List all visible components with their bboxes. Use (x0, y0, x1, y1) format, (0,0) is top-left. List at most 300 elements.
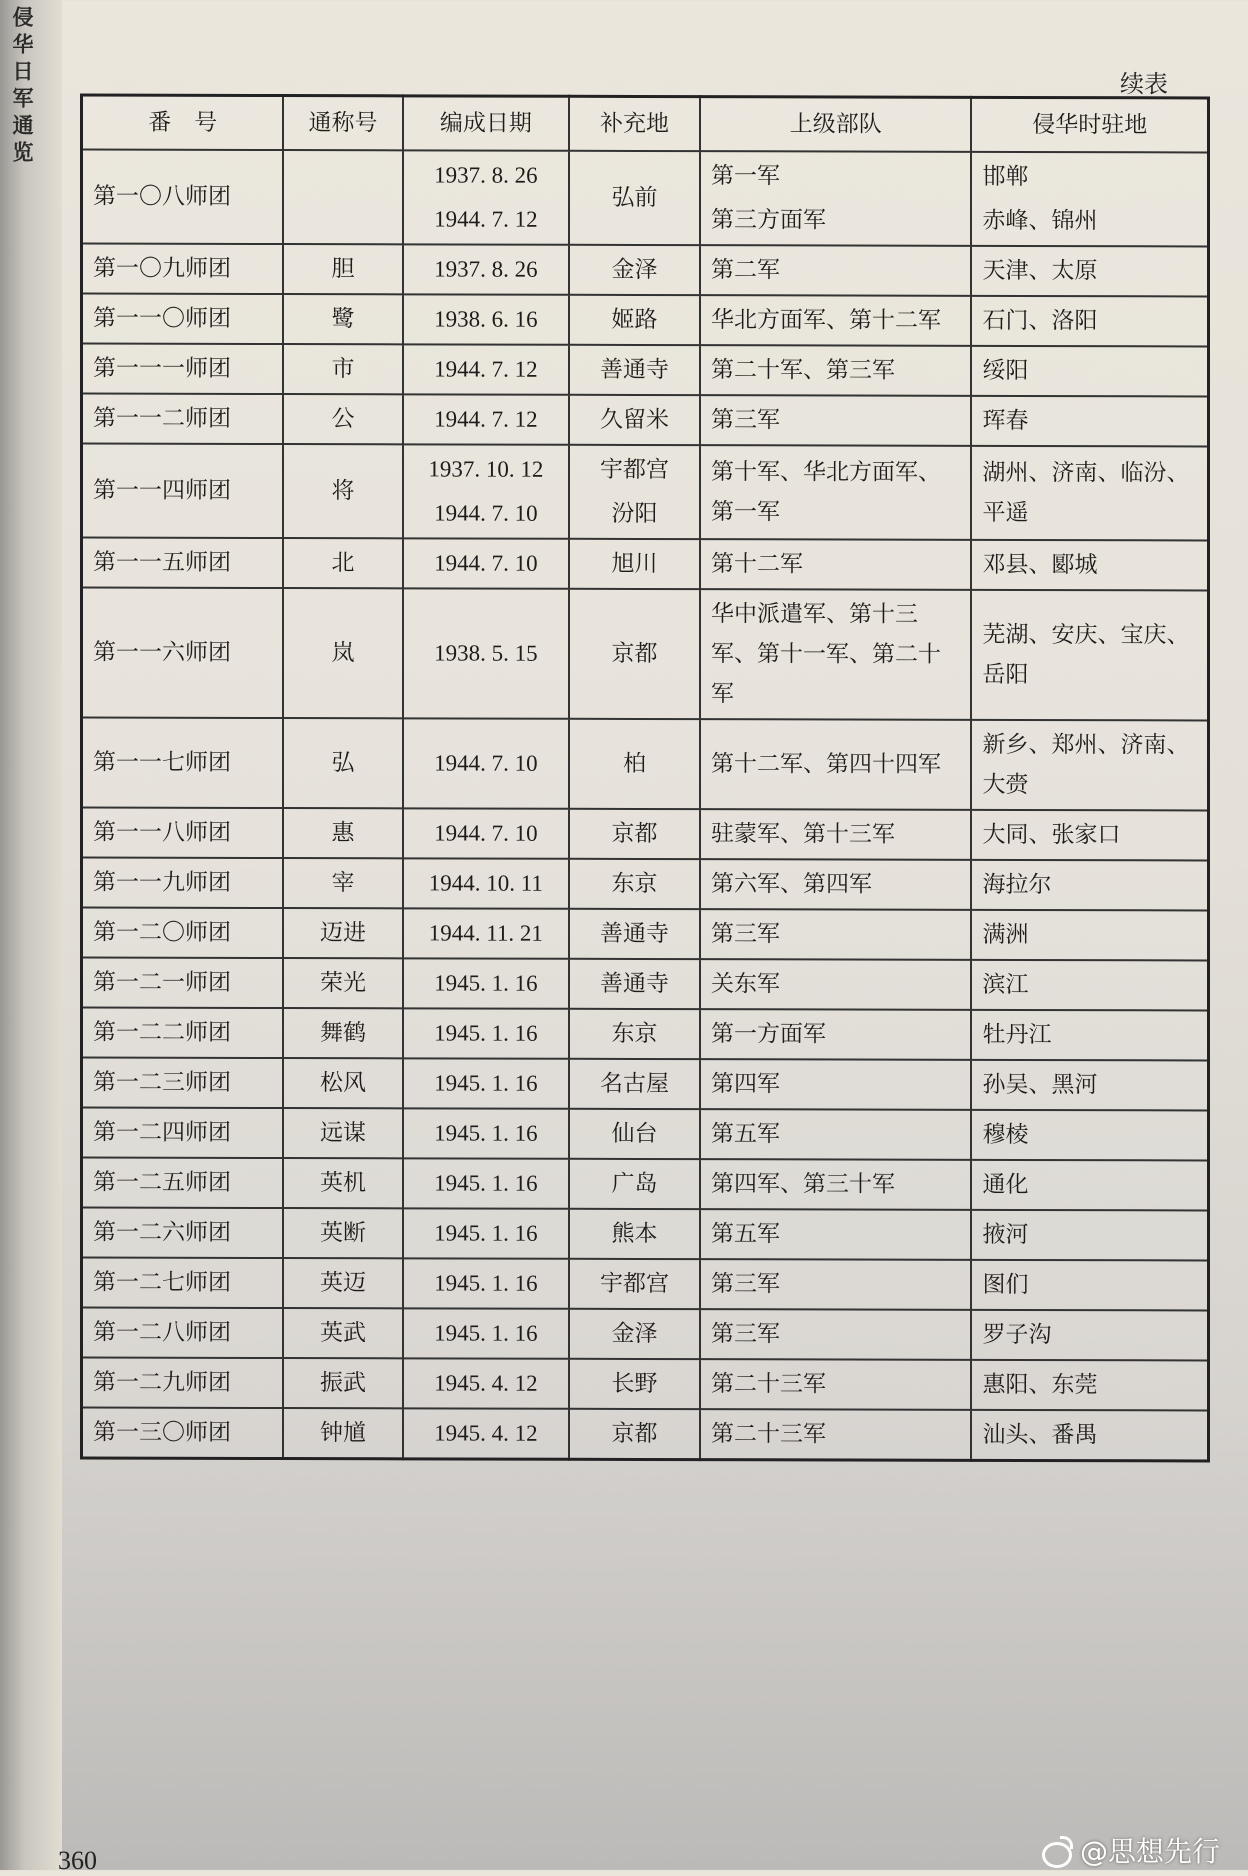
cell-depot (569, 245, 700, 295)
cell-station (971, 346, 1208, 397)
cell-parent-unit (700, 151, 972, 246)
cell-depot-list (580, 1314, 689, 1354)
cell-formation-date-list (414, 1313, 558, 1353)
table-row (82, 344, 1209, 397)
cell-station-value: 芜湖、安庆、宝庆、岳阳 (982, 621, 1190, 689)
cell-parent-unit-list (711, 544, 961, 585)
cell-parent-unit-list (711, 1314, 961, 1355)
cell-depot-list (580, 1014, 689, 1054)
cell-parent-unit-list (711, 1264, 961, 1305)
continuation-label: 续表 (1120, 70, 1168, 98)
cell-station (971, 810, 1208, 861)
cell-designation: 第一二〇师团 (82, 908, 284, 959)
cell-parent-unit (700, 589, 972, 720)
cell-formation-date-value: 1945. 1. 16 (434, 1120, 538, 1146)
cell-code-name: 英武 (283, 1308, 402, 1358)
cell-station-list (982, 453, 1197, 534)
cell-code-name: 远谋 (283, 1108, 402, 1158)
cell-depot (569, 1209, 700, 1259)
cell-parent-unit-list (711, 400, 961, 441)
cell-formation-date (403, 1208, 569, 1258)
cell-depot-list (580, 914, 689, 954)
cell-station-value: 滨江 (982, 971, 1029, 999)
cell-depot-value: 善通寺 (599, 970, 669, 998)
cell-parent-unit-list (711, 1064, 961, 1105)
cell-designation: 第一二七师团 (82, 1258, 284, 1309)
cell-station-value: 大同、张家口 (982, 821, 1121, 849)
cell-station (971, 860, 1208, 911)
table-row (82, 1408, 1209, 1461)
cell-formation-date (403, 244, 569, 294)
cell-depot-list (580, 1364, 689, 1404)
cell-depot (569, 589, 700, 719)
table-row (82, 958, 1209, 1011)
cell-parent-unit (700, 1309, 972, 1360)
table-row (82, 1158, 1209, 1211)
cell-parent-unit-value: 第三军 (710, 407, 780, 434)
cell-station-list (982, 351, 1197, 392)
table-row (82, 538, 1209, 591)
cell-parent-unit-value: 第四军、第三十军 (710, 1171, 895, 1198)
cell-formation-date-list (414, 633, 558, 673)
cell-formation-date (403, 1308, 569, 1358)
cell-depot-value: 善通寺 (599, 356, 669, 384)
division-table (80, 94, 1210, 1463)
cell-depot-list (580, 744, 689, 784)
cell-formation-date-value: 1944. 11. 21 (428, 920, 543, 946)
cell-parent-unit-list (711, 864, 961, 905)
cell-parent-unit (700, 1209, 972, 1260)
header-code-name: 通称号 (283, 96, 402, 151)
cell-depot-value: 京都 (611, 640, 658, 668)
table-row (82, 1208, 1209, 1261)
cell-designation: 第一一五师团 (82, 538, 284, 589)
page-number: 360 (58, 1846, 97, 1875)
table-row (82, 1108, 1209, 1161)
cell-formation-date-value: 1945. 1. 16 (434, 1320, 538, 1346)
cell-depot (569, 1309, 700, 1359)
cell-parent-unit (700, 1359, 972, 1410)
cell-station (971, 720, 1208, 811)
cell-code-name: 松风 (283, 1058, 402, 1108)
cell-station (971, 540, 1208, 591)
cell-designation: 第一二二师团 (82, 1008, 284, 1059)
cell-code-name: 英机 (283, 1158, 402, 1208)
cell-parent-unit (700, 295, 972, 346)
cell-depot-list (580, 1164, 689, 1204)
cell-parent-unit-list (711, 914, 961, 955)
cell-station-list (982, 1165, 1197, 1206)
cell-depot (569, 445, 700, 539)
cell-station-list (982, 1415, 1197, 1456)
cell-parent-unit-value: 第三军 (710, 1321, 780, 1348)
cell-station-value: 汕头、番禺 (982, 1421, 1098, 1449)
cell-parent-unit-list (711, 1014, 961, 1055)
cell-designation: 第一一九师团 (82, 858, 284, 909)
cell-formation-date (403, 1058, 569, 1108)
cell-designation: 第一二八师团 (82, 1308, 284, 1359)
cell-depot-value: 久留米 (599, 406, 669, 434)
cell-designation: 第一一四师团 (82, 444, 284, 539)
cell-station-value: 海拉尔 (982, 871, 1052, 899)
cell-station (971, 910, 1208, 961)
cell-formation-date-list (414, 1263, 558, 1303)
header-depot: 补充地 (569, 96, 700, 151)
cell-designation: 第一一二师团 (82, 394, 284, 445)
cell-station-value: 赤峰、锦州 (982, 207, 1098, 235)
cell-depot-value: 金泽 (611, 1320, 658, 1348)
cell-depot-value: 广岛 (611, 1170, 658, 1198)
table-row (82, 1358, 1209, 1411)
cell-depot-list (580, 814, 689, 854)
cell-formation-date-list (414, 913, 558, 953)
cell-depot (569, 1359, 700, 1409)
cell-parent-unit-value: 第十军、华北方面军、第一军 (710, 459, 941, 526)
cell-formation-date (403, 394, 569, 444)
cell-depot-value: 善通寺 (599, 920, 669, 948)
header-formation-date: 编成日期 (403, 96, 569, 151)
cell-formation-date-list (414, 543, 558, 583)
header-station: 侵华时驻地 (971, 97, 1208, 152)
cell-parent-unit (700, 719, 972, 810)
cell-station-value: 通化 (982, 1171, 1029, 1199)
cell-depot (569, 395, 700, 445)
cell-depot-list (580, 1114, 689, 1154)
cell-station-list (982, 251, 1197, 292)
cell-depot-value: 旭川 (611, 550, 658, 578)
cell-depot-list (580, 964, 689, 1004)
cell-code-name: 胆 (283, 244, 402, 294)
cell-formation-date-value: 1938. 6. 16 (434, 306, 538, 332)
cell-formation-date-value: 1937. 8. 26 (434, 162, 538, 188)
cell-station-value: 孙吴、黑河 (982, 1071, 1098, 1099)
cell-parent-unit-value: 第四军 (710, 1071, 780, 1098)
table-row (82, 394, 1209, 447)
table-row (82, 150, 1209, 247)
cell-station-value: 新乡、郑州、济南、大赍 (982, 731, 1190, 799)
cell-formation-date (403, 718, 569, 808)
cell-station (971, 296, 1208, 347)
cell-station-value: 邓县、郾城 (982, 551, 1098, 579)
cell-formation-date-value: 1944. 7. 12 (434, 406, 538, 432)
cell-designation: 第一二五师团 (82, 1158, 284, 1209)
cell-formation-date-value: 1937. 8. 26 (434, 256, 538, 282)
cell-code-name: 迈进 (283, 908, 402, 958)
cell-depot-value: 宇都宫 (599, 1270, 669, 1298)
cell-depot-list (580, 1414, 689, 1454)
cell-formation-date-value: 1937. 10. 12 (428, 456, 544, 482)
cell-station (971, 1260, 1208, 1311)
cell-station-value: 牡丹江 (982, 1021, 1052, 1049)
cell-formation-date-value: 1945. 4. 12 (434, 1370, 538, 1396)
cell-code-name: 钟馗 (283, 1408, 402, 1459)
cell-parent-unit-list (711, 1414, 961, 1455)
table-row (82, 588, 1209, 721)
cell-station-value: 图们 (982, 1271, 1029, 1299)
cell-designation: 第一一八师团 (82, 808, 284, 859)
cell-designation: 第一一六师团 (82, 588, 284, 719)
cell-station-list (982, 965, 1197, 1006)
cell-station (971, 246, 1208, 297)
cell-depot (569, 1009, 700, 1059)
cell-depot-value: 京都 (611, 820, 658, 848)
cell-code-name: 弘 (283, 718, 402, 808)
table-row (82, 1058, 1209, 1111)
cell-designation: 第一一七师团 (82, 718, 284, 809)
cell-parent-unit-list (711, 1214, 961, 1255)
cell-formation-date-list (414, 1413, 558, 1453)
cell-station (971, 1410, 1208, 1461)
cell-formation-date-value: 1945. 4. 12 (434, 1420, 538, 1446)
cell-depot-list (580, 864, 689, 904)
cell-formation-date (403, 858, 569, 908)
cell-parent-unit-list (711, 300, 961, 341)
cell-station-list (982, 401, 1197, 442)
cell-code-name: 英迈 (283, 1258, 402, 1308)
cell-formation-date-value: 1938. 5. 15 (434, 640, 538, 666)
cell-designation: 第一一〇师团 (82, 294, 284, 345)
cell-station (971, 590, 1208, 721)
cell-station (971, 396, 1208, 447)
cell-formation-date (403, 588, 569, 718)
cell-depot-list (580, 178, 689, 218)
table-row (82, 294, 1209, 347)
table-header-row (82, 95, 1209, 152)
cell-depot-value: 东京 (611, 1020, 658, 1048)
cell-depot-list (580, 634, 689, 674)
cell-station-value: 珲春 (982, 407, 1029, 435)
table-row (82, 908, 1209, 961)
cell-depot-value: 汾阳 (611, 500, 658, 528)
cell-code-name: 宰 (283, 858, 402, 908)
cell-station-value: 湖州、济南、临汾、平遥 (982, 459, 1190, 527)
cell-station (971, 446, 1208, 541)
cell-formation-date-list (414, 1363, 558, 1403)
cell-parent-unit (700, 859, 972, 910)
cell-code-name: 市 (283, 344, 402, 394)
cell-station-list (982, 545, 1197, 586)
table-row (82, 444, 1209, 541)
cell-depot-list (580, 1064, 689, 1104)
cell-designation: 第一〇八师团 (82, 150, 284, 245)
cell-depot (569, 1259, 700, 1309)
cell-station-list (982, 1065, 1197, 1106)
cell-code-name: 惠 (283, 808, 402, 858)
cell-formation-date-value: 1945. 1. 16 (434, 1220, 538, 1246)
cell-parent-unit-value: 驻蒙军、第十三军 (710, 821, 895, 848)
cell-parent-unit (700, 395, 972, 446)
cell-formation-date-list (414, 249, 558, 289)
header-parent-unit: 上级部队 (700, 97, 972, 152)
cell-code-name: 公 (283, 394, 402, 444)
cell-formation-date (403, 908, 569, 958)
cell-code-name: 鹭 (283, 294, 402, 344)
cell-parent-unit-value: 第二十军、第三军 (710, 357, 895, 384)
table-row (82, 858, 1209, 911)
cell-station-list (982, 157, 1197, 242)
cell-code-name: 北 (283, 538, 402, 588)
header-designation: 番 号 (82, 95, 284, 150)
cell-depot (569, 1059, 700, 1109)
cell-code-name (283, 150, 402, 244)
cell-formation-date-value: 1945. 1. 16 (434, 1020, 538, 1046)
cell-formation-date-list (414, 1113, 558, 1153)
cell-code-name: 英断 (283, 1208, 402, 1258)
cell-parent-unit-list (711, 1114, 961, 1155)
watermark-text: @思想先行 (1080, 1835, 1221, 1868)
cell-designation: 第一二六师团 (82, 1208, 284, 1259)
cell-formation-date-value: 1944. 7. 12 (434, 206, 538, 232)
spine-title: 侵华日军通览 (10, 6, 35, 168)
cell-parent-unit (700, 1009, 972, 1060)
cell-station-list (982, 301, 1197, 342)
cell-parent-unit-value: 第五军 (710, 1121, 780, 1148)
cell-parent-unit (700, 245, 972, 296)
cell-depot-value: 长野 (611, 1370, 658, 1398)
cell-station (971, 1360, 1208, 1411)
cell-depot (569, 151, 700, 245)
cell-station-list (982, 725, 1197, 806)
cell-parent-unit-list (711, 814, 961, 855)
table-body (82, 150, 1209, 1461)
cell-formation-date-list (414, 155, 558, 239)
cell-depot-value: 宇都宫 (599, 456, 669, 484)
cell-formation-date (403, 1258, 569, 1308)
cell-code-name: 振武 (283, 1358, 402, 1408)
cell-formation-date (403, 344, 569, 394)
table-row (82, 1008, 1209, 1061)
cell-station-list (982, 1015, 1197, 1056)
cell-depot (569, 295, 700, 345)
cell-parent-unit-value: 关东军 (710, 971, 780, 998)
cell-designation: 第一二一师团 (82, 958, 284, 1009)
cell-parent-unit-list (711, 594, 961, 715)
cell-parent-unit (700, 809, 972, 860)
cell-parent-unit-value: 第三军 (710, 921, 780, 948)
cell-parent-unit-value: 第一方面军 (710, 1021, 826, 1048)
cell-formation-date (403, 808, 569, 858)
cell-parent-unit-value: 第十二军、第四十四军 (710, 751, 941, 778)
cell-depot-list (580, 1214, 689, 1254)
cell-depot-list (580, 450, 689, 534)
cell-parent-unit (700, 1259, 972, 1310)
cell-station-value: 穆棱 (982, 1121, 1029, 1149)
cell-depot-value: 仙台 (611, 1120, 658, 1148)
cell-depot-list (580, 1264, 689, 1304)
cell-station-list (982, 1115, 1197, 1156)
cell-designation: 第一一一师团 (82, 344, 284, 395)
cell-formation-date-list (414, 743, 558, 783)
cell-parent-unit-value: 第五军 (710, 1221, 780, 1248)
cell-parent-unit-list (711, 250, 961, 291)
cell-depot (569, 959, 700, 1009)
cell-parent-unit-value: 第十二军 (710, 551, 803, 578)
cell-parent-unit (700, 1109, 972, 1160)
cell-formation-date (403, 1158, 569, 1208)
cell-parent-unit-list (711, 964, 961, 1005)
cell-depot (569, 809, 700, 859)
cell-depot (569, 1109, 700, 1159)
cell-designation: 第一二九师团 (82, 1358, 284, 1409)
cell-depot-value: 柏 (622, 750, 646, 778)
cell-formation-date-list (414, 813, 558, 853)
cell-station (971, 1060, 1208, 1111)
cell-formation-date-list (414, 963, 558, 1003)
cell-depot-list (580, 250, 689, 290)
cell-station-list (982, 1215, 1197, 1256)
cell-parent-unit-value: 第三方面军 (710, 207, 826, 234)
cell-formation-date-value: 1944. 7. 10 (434, 750, 538, 776)
cell-parent-unit (700, 445, 972, 540)
cell-parent-unit-list (711, 1364, 961, 1405)
cell-station-list (982, 815, 1197, 856)
watermark (1040, 1830, 1220, 1870)
cell-parent-unit-value: 第二十三军 (710, 1421, 826, 1448)
cell-code-name: 将 (283, 444, 402, 538)
cell-parent-unit-value: 第三军 (710, 1271, 780, 1298)
cell-parent-unit-list (711, 350, 961, 391)
cell-formation-date-value: 1944. 10. 11 (428, 870, 543, 896)
table-row (82, 718, 1209, 811)
cell-station (971, 1110, 1208, 1161)
table-row (82, 808, 1209, 861)
table-row (82, 244, 1209, 297)
cell-station-value: 石门、洛阳 (982, 307, 1098, 335)
cell-formation-date (403, 150, 569, 244)
cell-parent-unit-list (711, 156, 961, 241)
cell-parent-unit (700, 1409, 972, 1460)
table-row (82, 1258, 1209, 1311)
cell-formation-date-value: 1944. 7. 10 (434, 820, 538, 846)
cell-code-name: 荣光 (283, 958, 402, 1008)
cell-station (971, 1310, 1208, 1361)
cell-parent-unit (700, 1059, 972, 1110)
cell-formation-date-list (414, 349, 558, 389)
cell-formation-date (403, 1358, 569, 1408)
cell-code-name: 岚 (283, 588, 402, 718)
cell-depot (569, 1409, 700, 1460)
cell-designation: 第一二四师团 (82, 1108, 284, 1159)
cell-parent-unit-value: 第一军 (710, 163, 780, 190)
book-spine (0, 0, 62, 1870)
cell-parent-unit-list (711, 1164, 961, 1205)
cell-parent-unit-value: 华北方面军、第十二军 (710, 307, 941, 334)
cell-formation-date-list (414, 863, 558, 903)
cell-depot (569, 909, 700, 959)
cell-formation-date (403, 444, 569, 538)
cell-depot (569, 719, 700, 809)
cell-formation-date (403, 1008, 569, 1058)
cell-formation-date-list (414, 1063, 558, 1103)
cell-designation: 第一三〇师团 (82, 1408, 284, 1459)
cell-designation: 第一二三师团 (82, 1058, 284, 1109)
cell-formation-date (403, 538, 569, 588)
cell-station (971, 1160, 1208, 1211)
cell-parent-unit (700, 539, 972, 590)
cell-station (971, 960, 1208, 1011)
cell-depot-list (580, 544, 689, 584)
cell-formation-date-list (414, 1163, 558, 1203)
cell-formation-date (403, 294, 569, 344)
cell-station-value: 绥阳 (982, 357, 1029, 385)
cell-depot-list (580, 400, 689, 440)
cell-parent-unit-value: 第二军 (710, 257, 780, 284)
cell-formation-date-list (414, 449, 558, 533)
cell-station-list (982, 1365, 1197, 1406)
cell-formation-date-value: 1944. 7. 12 (434, 356, 538, 382)
cell-station-list (982, 1315, 1197, 1356)
cell-station-value: 邯郸 (982, 163, 1029, 191)
